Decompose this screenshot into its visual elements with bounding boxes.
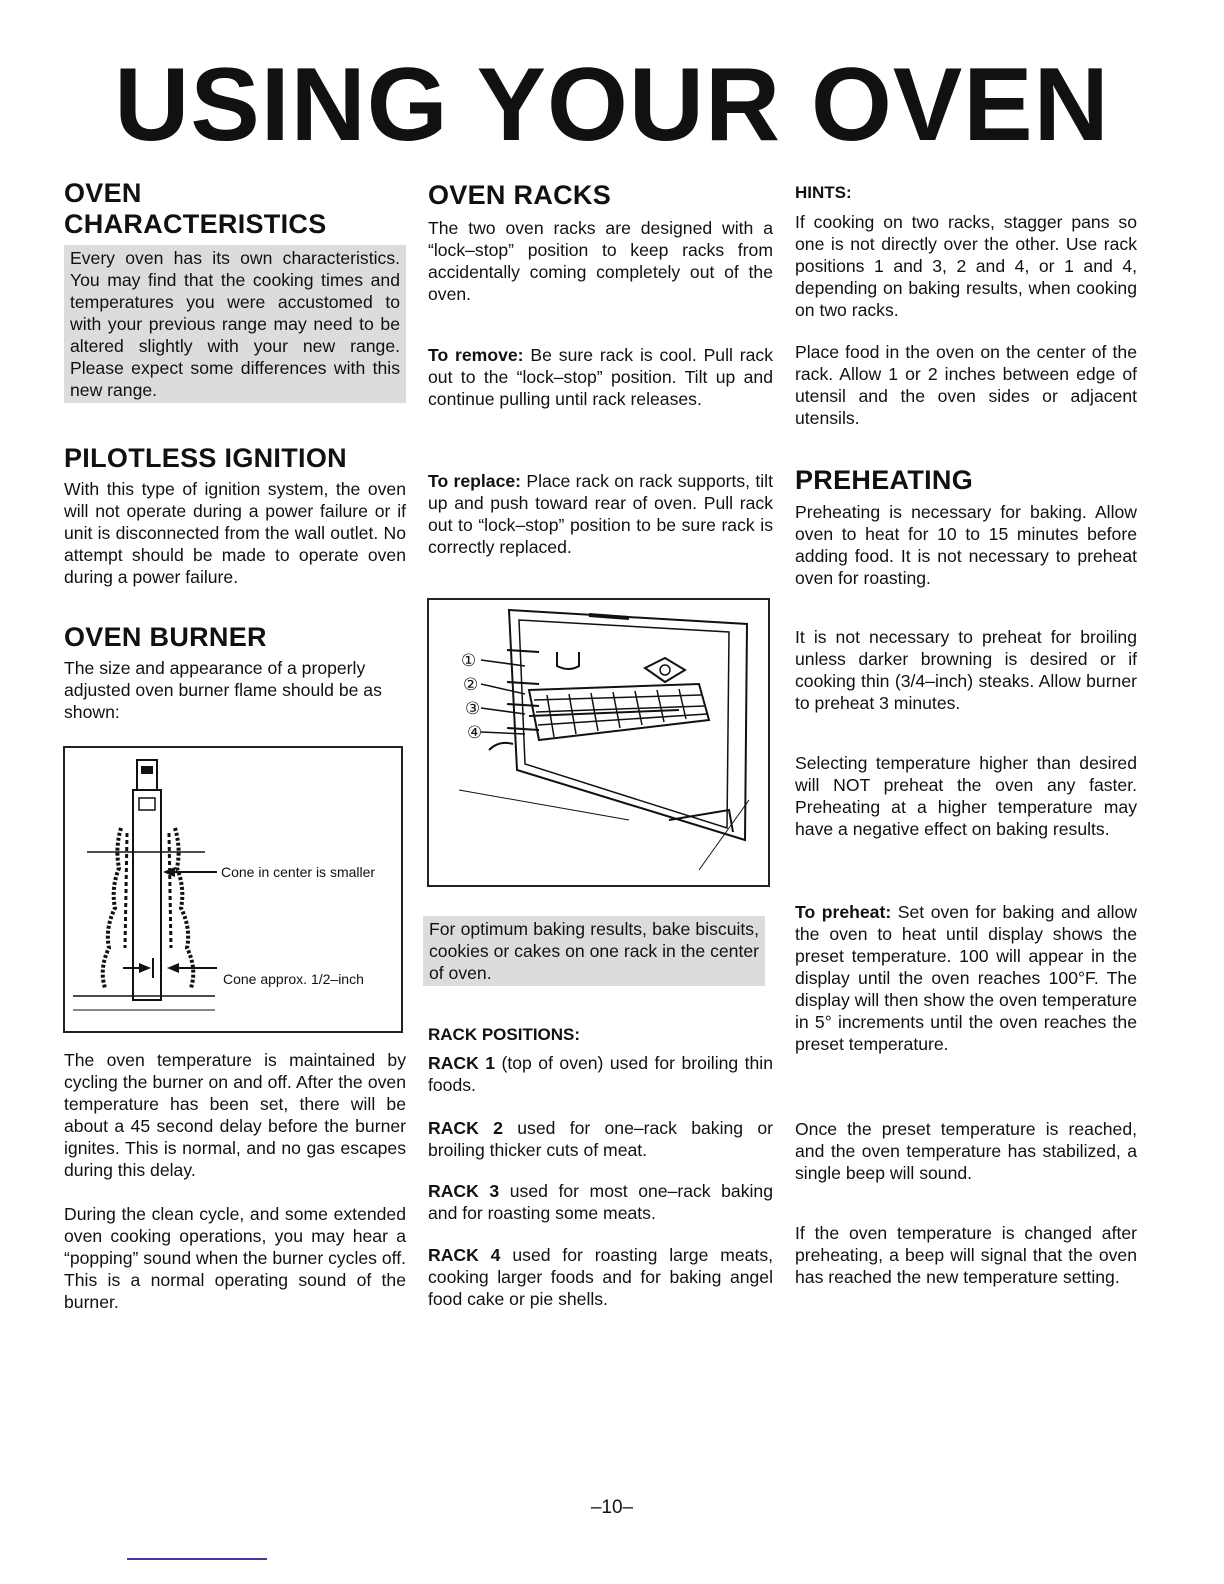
oven-burner-text: The size and appearance of a properly adjusted oven burner flame should be as shown: [64, 658, 382, 722]
rack-1-paragraph [428, 1052, 773, 1096]
footer-rule [127, 1558, 267, 1560]
rack-2-paragraph [428, 1117, 773, 1161]
to-remove-paragraph [428, 344, 773, 410]
oven-racks-illustration [429, 600, 768, 885]
oven-racks-heading: OVEN RACKS [428, 180, 612, 210]
cone-center-label: Cone in center is smaller [221, 864, 376, 880]
cone-approx-label: Cone approx. 1/2–inch [223, 971, 364, 987]
rack-2-marker: ② [463, 675, 479, 694]
to-preheat-paragraph [795, 901, 1137, 1055]
hints-text-2: Place food in the oven on the center of the rack. Allow 1 or 2 inches between edge of utensil and the oven sides or adjacent utensils. [795, 342, 1137, 428]
preheating-text-3: Selecting temperature higher than desired will NOT preheat the oven any faster. Preheating at a higher temperature may have a negative effect on baking results. [795, 753, 1137, 839]
page-title: USING YOUR OVEN [114, 47, 1110, 163]
rack-3-paragraph [428, 1180, 773, 1224]
rack-2-text: used for one–rack baking or broiling thicker cuts of meat. [428, 1118, 774, 1160]
oven-racks-text: The two oven racks are designed with a “lock–stop” position to keep racks from accidentally coming completely out of the oven. [428, 218, 773, 304]
to-replace-label: To replace: [428, 471, 521, 491]
rack-1-text: (top of oven) used for broiling thin foods. [428, 1053, 773, 1095]
optimum-baking-note: For optimum baking results, bake biscuits, cookies or cakes on one rack in the center of oven. [423, 916, 765, 986]
page-number: –10– [590, 1497, 634, 1518]
preheating-text-1: Preheating is necessary for baking. Allow oven to heat for 10 to 15 minutes before adding food. It is not necessary to preheat oven for roasting. [795, 502, 1137, 588]
to-replace-paragraph [428, 470, 773, 558]
rack-3-marker: ③ [465, 699, 481, 718]
preheating-text-2: It is not necessary to preheat for broiling unless darker browning is desired or if cooking thin (3/4–inch) steaks. Allow burner to preheat 3 minutes. [795, 627, 1137, 713]
to-preheat-label: To preheat: [795, 902, 892, 922]
rack-4-paragraph [428, 1244, 773, 1310]
rack-1-label: RACK 1 [428, 1053, 496, 1073]
rack-4-label: RACK 4 [428, 1245, 501, 1265]
oven-burner-heading: OVEN BURNER [64, 622, 267, 652]
oven-characteristics-text: Every oven has its own characteristics. You may find that the cooking times and temperatures you were accustomed to with your previous range may need to be altered slightly with your new range. Please expect some differences with this new range. [64, 245, 406, 403]
rack-1-marker: ① [461, 651, 477, 670]
oven-racks-figure [427, 598, 770, 887]
rack-3-text: used for most one–rack baking and for roasting some meats. [428, 1181, 773, 1223]
rack-2-label: RACK 2 [428, 1118, 503, 1138]
rack-positions-heading: RACK POSITIONS: [428, 1025, 581, 1044]
rack-4-text: used for roasting large meats, cooking larger foods and for baking angel food cake or pie shells. [428, 1245, 774, 1309]
oven-burner-text-3: During the clean cycle, and some extended oven cooking operations, you may hear a “popping” sound when the burner cycles off. This is a normal operating sound of the burner. [64, 1204, 406, 1312]
to-replace-text: Place rack on rack supports, tilt up and push toward rear of oven. Pull rack out to “lock–stop” position to be sure rack is correctly replaced. [428, 471, 773, 557]
pilotless-ignition-heading: PILOTLESS IGNITION [64, 443, 347, 473]
burner-flame-figure [63, 746, 403, 1033]
preheating-heading: PREHEATING [795, 465, 974, 495]
column-left [64, 178, 406, 403]
hints-text-1: If cooking on two racks, stagger pans so one is not directly over the other. Use rack positions 1 and 3, 2 and 4, or 1 and 4, depending on baking results, when cooking on two racks. [795, 212, 1137, 320]
to-remove-text: Be sure rack is cool. Pull rack out to the “lock–stop” position. Tilt up and continue pulling until rack releases. [428, 345, 774, 409]
preheating-text-4: Once the preset temperature is reached, and the oven temperature has stabilized, a single beep will sound. [795, 1119, 1137, 1183]
rack-4-marker: ④ [467, 723, 483, 742]
preheating-text-5: If the oven temperature is changed after preheating, a beep will signal that the oven has reached the new temperature setting. [795, 1223, 1137, 1287]
rack-3-label: RACK 3 [428, 1181, 500, 1201]
to-preheat-text: Set oven for baking and allow the oven to heat until display shows the preset temperature. 100 will appear in the display until the oven reaches 100°F. The display will then show the oven temperature in 5° increments until the oven reaches the preset temperature. [795, 902, 1137, 1054]
oven-characteristics-heading: OVEN CHARACTERISTICS [64, 178, 327, 239]
to-remove-label: To remove: [428, 345, 524, 365]
burner-flame-illustration [65, 748, 401, 1031]
oven-burner-text-2: The oven temperature is maintained by cycling the burner on and off. After the oven temperature has been set, there will be about a 45 second delay before the burner ignites. This is normal, and no gas escapes during this delay. [64, 1050, 406, 1180]
pilotless-ignition-text: With this type of ignition system, the oven will not operate during a power failure or if unit is disconnected from the wall outlet. No attempt should be made to operate oven during a power failure. [64, 479, 406, 587]
hints-heading: HINTS: [795, 183, 852, 202]
